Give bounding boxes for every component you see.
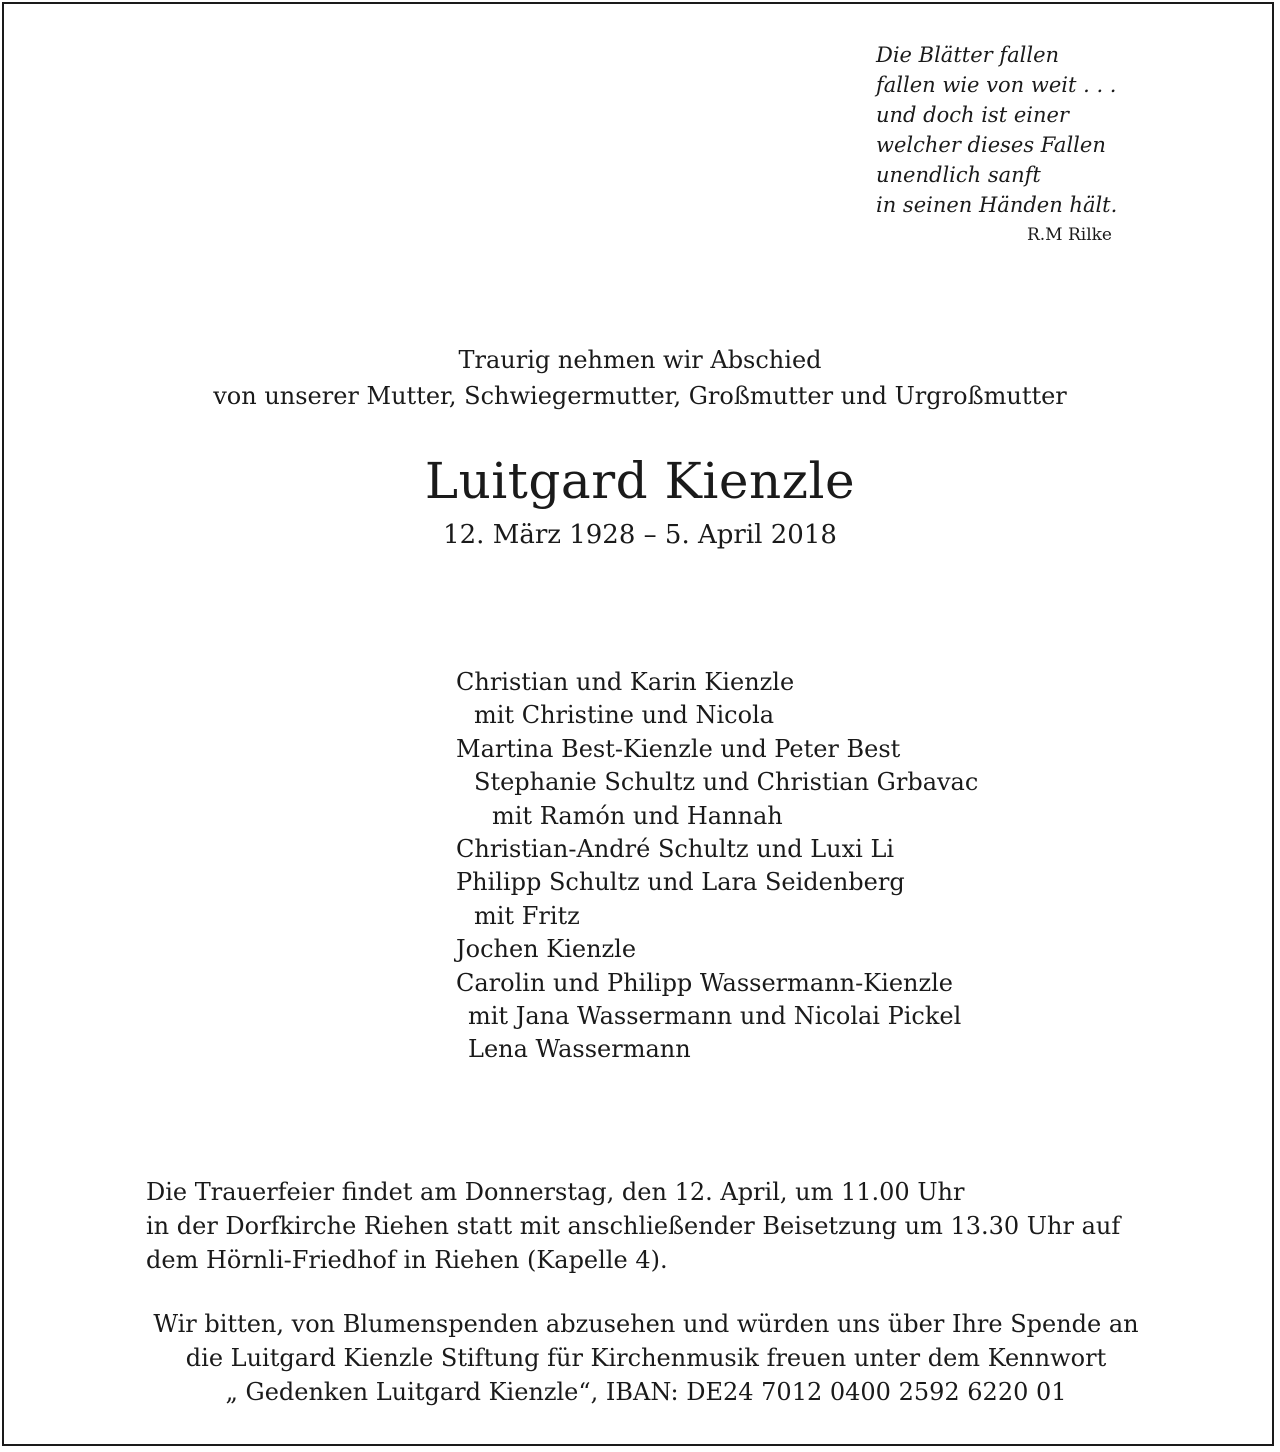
mourner-entry: Carolin und Philipp Wassermann-Kienzle (456, 968, 954, 997)
donation-line-2: die Luitgard Kienzle Stiftung für Kirchenmusik freuen unter dem Kennwort (185, 1344, 1107, 1372)
deceased-name: Luitgard Kienzle (424, 452, 856, 510)
life-dates: 12. März 1928 – 5. April 2018 (443, 520, 837, 550)
poem-line: fallen wie von weit . . . (876, 73, 1117, 97)
poem-line: in seinen Händen hält. (876, 193, 1118, 217)
mourner-entry: Christian und Karin Kienzle (456, 668, 795, 696)
service-line-3: dem Hörnli-Friedhof in Riehen (Kapelle 4). (146, 1246, 668, 1274)
mourner-entry: Christian-André Schultz und Luxi Li (456, 835, 895, 864)
poem-line: Die Blätter fallen (876, 43, 1060, 67)
service-line-1: Die Trauerfeier findet am Donnerstag, den 12. April, um 11.00 Uhr (146, 1178, 965, 1206)
donation-line-1: Wir bitten, von Blumenspenden abzusehen und würden uns über Ihre Spende an (153, 1310, 1139, 1338)
donation-request (0, 1307, 1280, 1409)
funeral-service-info (146, 1175, 1120, 1277)
mourner-entry: mit Jana Wassermann und Nicolai Pickel (468, 1002, 962, 1031)
rilke-poem (876, 40, 1116, 248)
mourner-entry: Jochen Kienzle (456, 935, 637, 964)
service-line-2: in der Dorfkirche Riehen statt mit anschließender Beisetzung um 13.30 Uhr auf (146, 1212, 1121, 1240)
poem-line: unendlich sanft (876, 163, 1041, 187)
mourner-entry: mit Ramón und Hannah (492, 801, 783, 830)
mourner-entry: Lena Wassermann (468, 1035, 691, 1064)
poem-line: und doch ist einer (876, 103, 1069, 127)
donation-line-3: „ Gedenken Luitgard Kienzle“, IBAN: DE24 7012 0400 2592 6220 01 (225, 1378, 1067, 1406)
mourner-entry: mit Christine und Nicola (474, 701, 775, 730)
mourner-entry: Philipp Schultz und Lara Seidenberg (456, 868, 905, 897)
farewell-intro (0, 342, 1280, 414)
mourner-entry: Martina Best-Kienzle und Peter Best (456, 734, 901, 763)
mourner-entry: mit Fritz (474, 901, 580, 930)
mourners-list (456, 666, 978, 1067)
poem-line: welcher dieses Fallen (876, 133, 1106, 157)
poem-author: R.M Rilke (1026, 225, 1112, 245)
intro-line-2: von unserer Mutter, Schwiegermutter, Großmutter und Urgroßmutter (213, 382, 1067, 410)
intro-line-1: Traurig nehmen wir Abschied (458, 346, 822, 374)
mourner-entry: Stephanie Schultz und Christian Grbavac (474, 768, 979, 797)
